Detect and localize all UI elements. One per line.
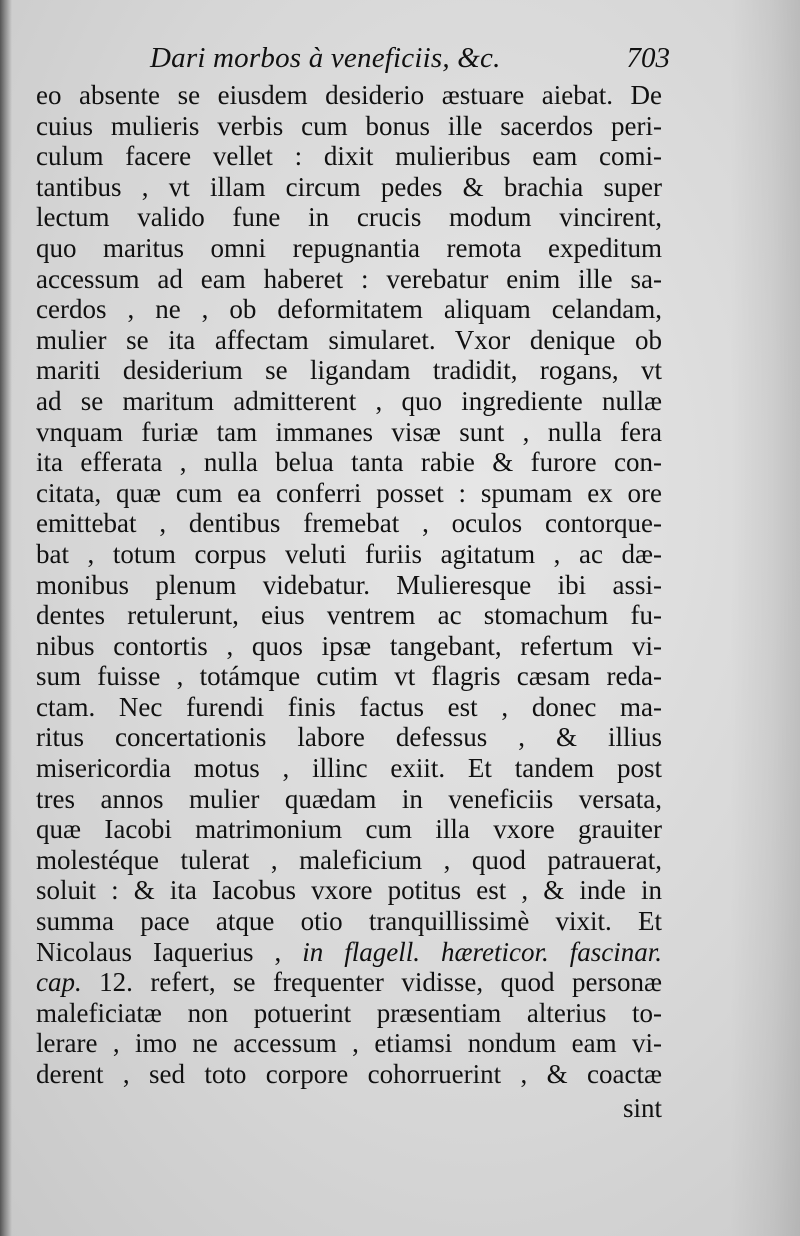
roman-run: cerdos , ne , ob deformitatem aliquam celandam, <box>36 294 662 325</box>
body-text <box>36 80 662 1090</box>
roman-run: nibus contortis , quos ipsæ tangebant, refertum vi- <box>36 630 662 661</box>
roman-run: eo absente se eiusdem desiderio æstuare aiebat. De <box>36 80 662 110</box>
roman-run: summa pace atque otio tranquillissimè vixit. Et <box>36 906 662 937</box>
text-line <box>36 386 662 417</box>
text-line <box>36 172 662 203</box>
text-line <box>36 631 662 662</box>
page-edge-shadow <box>730 0 800 1236</box>
italic-run: in flagell. hæreticor. fascinar. <box>302 936 662 967</box>
text-line <box>36 661 662 692</box>
text-line <box>36 80 662 111</box>
roman-run: soluit : & ita Iacobus vxore potitus est , & inde in <box>36 875 662 906</box>
roman-run: culum facere vellet : dixit mulieribus eam comi- <box>36 141 662 172</box>
text-line <box>36 937 662 968</box>
roman-run: ritus concertationis labore defessus , & illius <box>36 722 662 753</box>
text-line <box>36 539 662 570</box>
roman-run: misericordia motus , illinc exiit. Et tandem post <box>36 753 662 784</box>
page-gutter-shadow <box>0 0 12 1236</box>
roman-run: accessum ad eam haberet : verebatur enim ille sa- <box>36 263 662 294</box>
text-line <box>36 294 662 325</box>
text-line <box>36 417 662 448</box>
roman-run: ad se maritum admitterent , quo ingrediente nullæ <box>36 385 662 416</box>
text-line <box>36 967 662 998</box>
roman-run: molestéque tulerat , maleficium , quod patrauerat, <box>36 844 662 875</box>
text-line <box>36 722 662 753</box>
text-line <box>36 753 662 784</box>
text-line <box>36 784 662 815</box>
text-line <box>36 998 662 1029</box>
text-line <box>36 906 662 937</box>
text-line <box>36 845 662 876</box>
roman-run: 12. refert, se frequenter vidisse, quod personæ <box>81 967 662 998</box>
text-line <box>36 814 662 845</box>
text-line <box>36 1059 662 1090</box>
text-line <box>36 600 662 631</box>
roman-run: quo maritus omni repugnantia remota expeditum <box>36 232 662 263</box>
catchword: sint <box>622 1093 662 1123</box>
text-line <box>36 141 662 172</box>
page-header <box>150 42 670 82</box>
roman-run: tantibus , vt illam circum pedes & brachia super <box>36 171 662 202</box>
text-line <box>36 1028 662 1059</box>
page-number: 703 <box>626 42 670 74</box>
roman-run: mariti desiderium se ligandam tradidit, rogans, vt <box>36 355 662 386</box>
roman-run: Nicolaus Iaquerius , <box>36 936 303 967</box>
text-line <box>36 355 662 386</box>
roman-run: derent , sed toto corpore cohorruerint , & coactæ <box>36 1059 662 1089</box>
roman-run: bat , totum corpus veluti furiis agitatum , ac dæ- <box>36 538 662 569</box>
text-line <box>36 111 662 142</box>
roman-run: tres annos mulier quædam in veneficiis versata, <box>36 783 662 814</box>
roman-run: ctam. Nec furendi finis factus est , donec ma- <box>36 691 662 722</box>
text-line <box>36 875 662 906</box>
roman-run: maleficiatæ non potuerint præsentiam alterius to- <box>36 997 662 1028</box>
roman-run: cuius mulieris verbis cum bonus ille sacerdos peri- <box>36 110 662 141</box>
roman-run: citata, quæ cum ea conferri posset : spumam ex ore <box>36 477 662 508</box>
roman-run: mulier se ita affectam simularet. Vxor denique ob <box>36 324 662 355</box>
text-line <box>36 570 662 601</box>
roman-run: vnquam furiæ tam immanes visæ sunt , nulla fera <box>36 416 662 447</box>
roman-run: lerare , imo ne accessum , etiamsi nondum eam vi- <box>36 1028 662 1059</box>
italic-run: cap. <box>36 967 82 998</box>
roman-run: lectum valido fune in crucis modum vincirent, <box>36 202 662 233</box>
roman-run: dentes retulerunt, eius ventrem ac stomachum fu- <box>36 600 662 631</box>
text-line <box>36 508 662 539</box>
text-line <box>36 692 662 723</box>
text-line <box>36 325 662 356</box>
text-line <box>36 478 662 509</box>
running-head: Dari morbos à veneficiis, &c. <box>150 42 501 74</box>
text-line <box>36 447 662 478</box>
roman-run: emittebat , dentibus fremebat , oculos contorque- <box>36 508 662 539</box>
text-line <box>36 202 662 233</box>
text-line <box>36 233 662 264</box>
roman-run: sum fuisse , totámque cutim vt flagris cæsam reda- <box>36 661 662 692</box>
roman-run: monibus plenum videbatur. Mulieresque ibi assi- <box>36 569 662 600</box>
roman-run: ita efferata , nulla belua tanta rabie & furore con- <box>36 447 662 478</box>
text-line <box>36 264 662 295</box>
roman-run: quæ Iacobi matrimonium cum illa vxore grauiter <box>36 814 662 845</box>
